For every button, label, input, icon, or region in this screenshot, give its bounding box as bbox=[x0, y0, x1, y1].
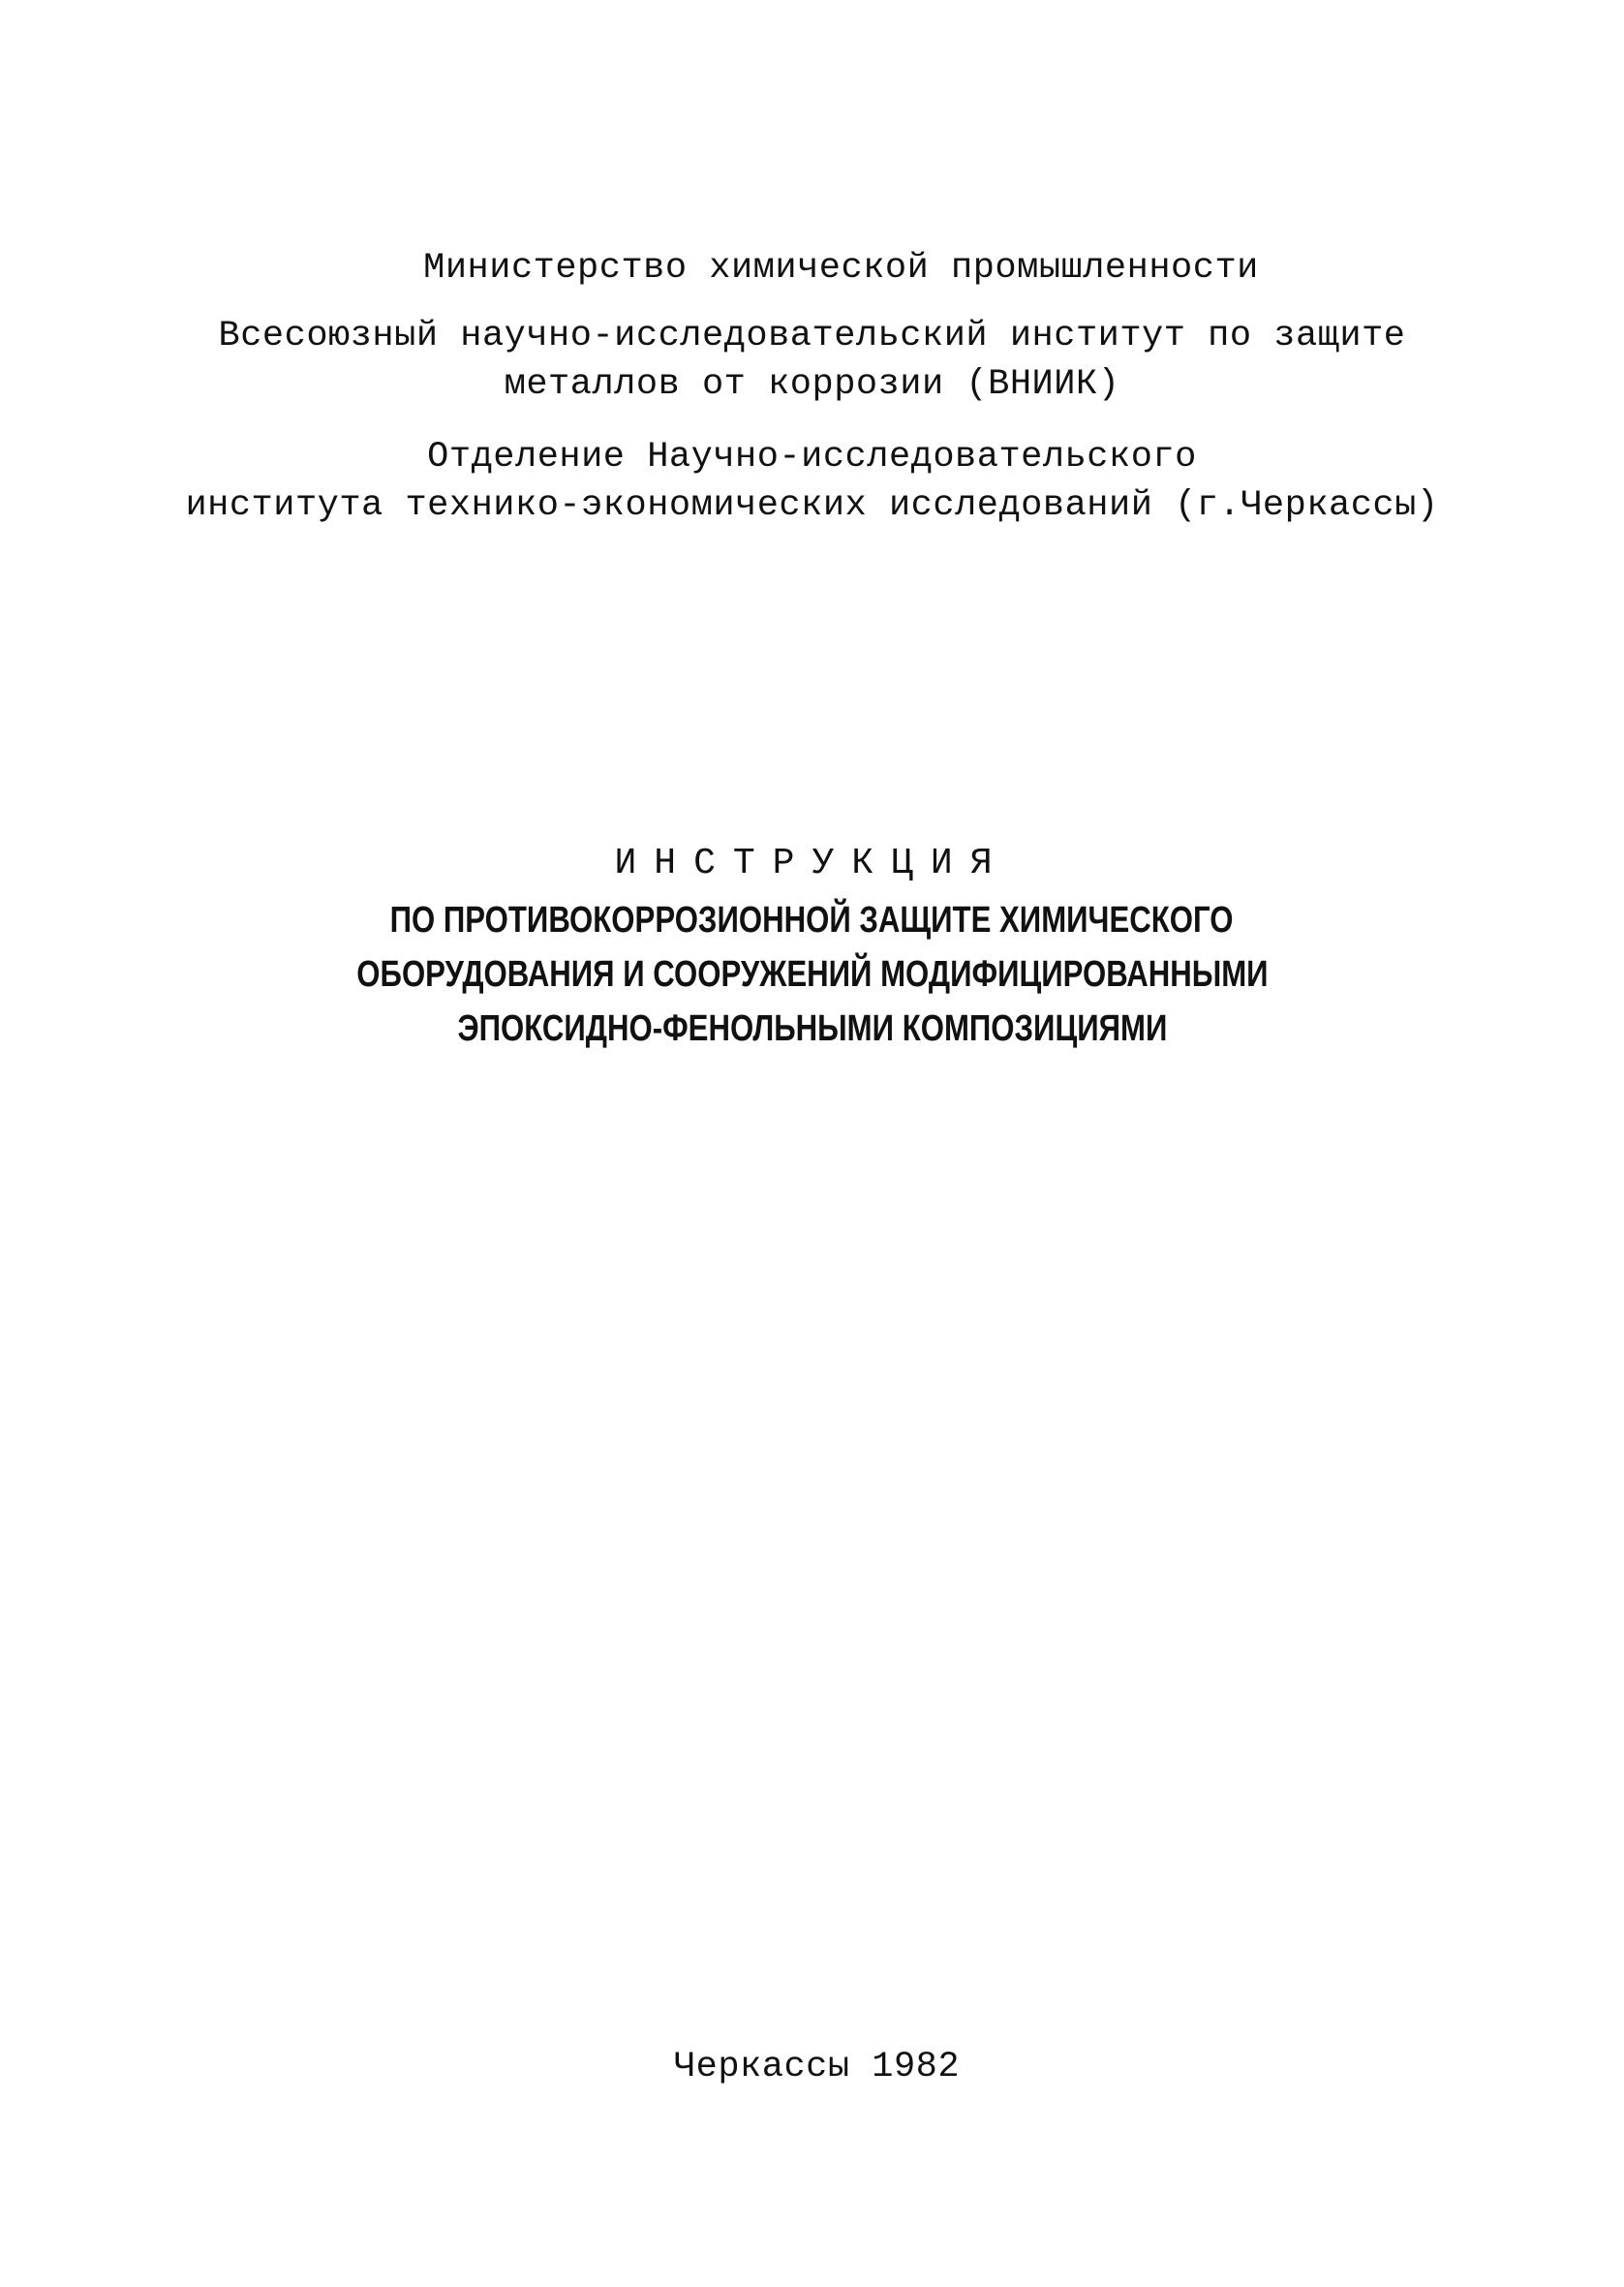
title-subtitle-line-2-wrap bbox=[0, 952, 1624, 997]
ministry-name: Министерство химической промышленности bbox=[423, 248, 1259, 289]
title-subtitle-line-3-wrap bbox=[0, 1006, 1624, 1051]
title-subtitle-line-1: ПО ПРОТИВОКОРРОЗИОННОЙ ЗАЩИТЕ ХИМИЧЕСКОГО bbox=[390, 900, 1234, 941]
place-and-year: Черкассы 1982 bbox=[673, 2047, 961, 2087]
institute-name-line-2: металлов от коррозии (ВНИИК) bbox=[504, 364, 1120, 405]
branch-name-line-1: Отделение Научно-исследовательского bbox=[427, 437, 1197, 478]
branch-name-line-2: института технико-экономических исследований (г.Черкассы) bbox=[185, 485, 1439, 526]
title-subtitle-line-1-wrap bbox=[0, 898, 1624, 943]
title-subtitle-line-2: ОБОРУДОВАНИЯ И СООРУЖЕНИЙ МОДИФИЦИРОВАННЫМИ bbox=[355, 954, 1269, 995]
title-subtitle-line-3: ЭПОКСИДНО-ФЕНОЛЬНЫМИ КОМПОЗИЦИЯМИ bbox=[457, 1008, 1167, 1049]
document-title: ИНСТРУКЦИЯ bbox=[614, 843, 1010, 884]
institute-name-line-1: Всесоюзный научно-исследовательский институт по защите bbox=[218, 316, 1406, 356]
